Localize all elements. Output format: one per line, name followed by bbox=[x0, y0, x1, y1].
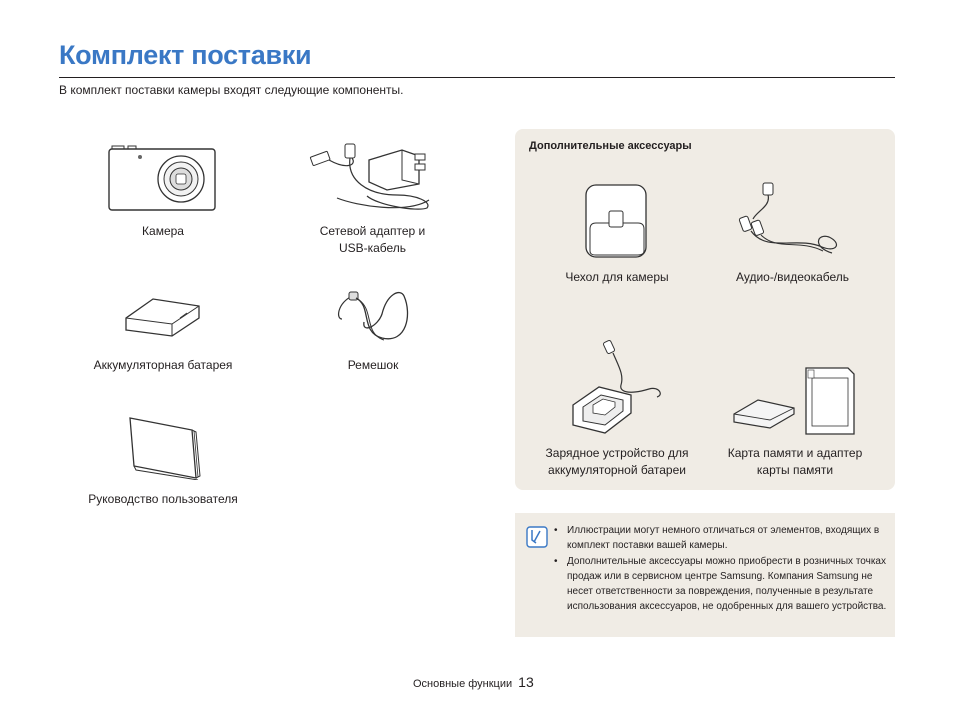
page-number: 13 bbox=[518, 674, 534, 690]
accessory-av-cable bbox=[715, 269, 870, 286]
included-item-manual bbox=[78, 491, 248, 508]
footer-section: Основные функции bbox=[413, 678, 513, 690]
manual-icon bbox=[126, 414, 202, 480]
item-label: Зарядное устройство для аккумуляторной батареи bbox=[545, 446, 689, 477]
ac-adapter-icon bbox=[307, 140, 437, 215]
note-text: Иллюстрации могут немного отличаться от элементов, входящих в комплект поставки вашей камеры. bbox=[567, 525, 880, 551]
battery-charger-icon bbox=[569, 337, 669, 437]
av-cable-icon bbox=[737, 181, 847, 261]
included-item-battery bbox=[78, 357, 248, 374]
item-label: Сетевой адаптер и USB-кабель bbox=[319, 224, 426, 255]
memory-card-icon bbox=[730, 364, 860, 436]
accessory-charger bbox=[537, 445, 697, 479]
page-footer bbox=[413, 674, 534, 692]
item-label: Аудио-/видеокабель bbox=[735, 270, 850, 284]
accessories-panel bbox=[515, 129, 895, 490]
page-title: Комплект поставки bbox=[59, 40, 312, 70]
note-list bbox=[554, 523, 889, 615]
note-pencil-icon bbox=[526, 526, 548, 548]
included-item-strap bbox=[313, 357, 433, 374]
title-divider bbox=[59, 77, 895, 78]
battery-icon bbox=[123, 296, 203, 338]
item-label: Ремешок bbox=[347, 358, 399, 372]
item-label: Камера bbox=[142, 224, 184, 238]
accessory-memory-card bbox=[720, 445, 870, 479]
camera-case-icon bbox=[582, 181, 652, 261]
note-box bbox=[515, 513, 895, 637]
accessories-title: Дополнительные аксессуары bbox=[529, 140, 692, 152]
intro-text: В комплект поставки камеры входят следующие компоненты. bbox=[59, 83, 404, 97]
included-item-camera bbox=[103, 223, 223, 240]
strap-icon bbox=[332, 284, 412, 344]
note-bullet: • Иллюстрации могут немного отличаться от элементов, входящих в комплект поставки вашей камеры. bbox=[554, 525, 880, 551]
camera-icon bbox=[106, 143, 218, 213]
item-label: Аккумуляторная батарея bbox=[93, 358, 233, 372]
item-label: Карта памяти и адаптер карты памяти bbox=[727, 446, 863, 477]
included-item-adapter bbox=[305, 223, 440, 257]
note-bullet: • Дополнительные аксессуары можно приобрести в розничных точках продаж или в сервисном центре Samsung. Компания Samsung не несет ответственности за повреждения, полученные в результате использования аксессуаров, не одобренных для вашего устройства. bbox=[554, 556, 887, 612]
item-label: Чехол для камеры bbox=[565, 270, 669, 284]
note-text: Дополнительные аксессуары можно приобрести в розничных точках продаж или в сервисном центре Samsung. Компания Samsung не несет ответственности за повреждения, полученные в результате использования аксессуаров, не одобренных для вашего устройства. bbox=[567, 556, 887, 612]
accessory-case bbox=[537, 269, 697, 286]
item-label: Руководство пользователя bbox=[88, 492, 238, 506]
